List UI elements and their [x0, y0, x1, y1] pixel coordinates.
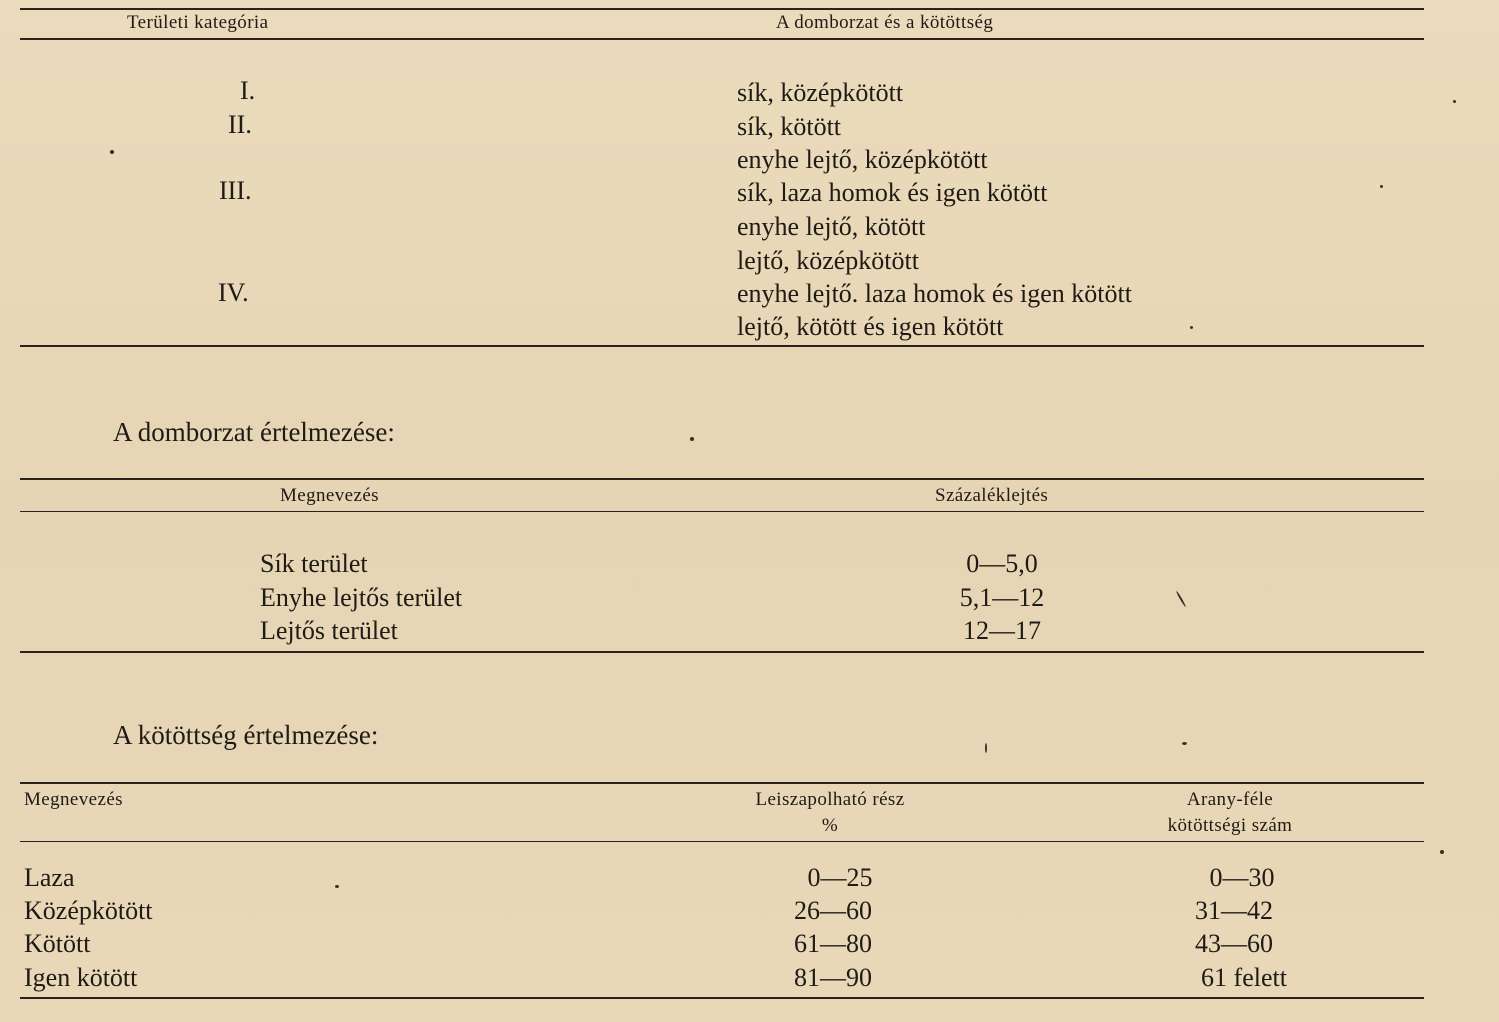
- table3-row-number: 31—42: [1195, 896, 1273, 925]
- table1-row-description: lejtő, középkötött: [737, 246, 919, 275]
- table1-row-description: enyhe lejtő, kötött: [737, 212, 926, 241]
- table3-row-name: Igen kötött: [24, 963, 138, 992]
- table1-row-description: sík, középkötött: [737, 78, 904, 107]
- table3-row-part: 61—80: [794, 929, 872, 958]
- table1-row-description: enyhe lejtő. laza homok és igen kötött: [737, 279, 1132, 308]
- table1-row-category: IV.: [218, 278, 249, 307]
- bind-section-title: A kötöttség értelmezése:: [113, 720, 379, 750]
- relief-section-title: A domborzat értelmezése:: [113, 417, 395, 447]
- table3-bottom-rule: [20, 997, 1424, 999]
- table3-header-number-line2: kötöttségi szám: [1167, 815, 1293, 836]
- table3-header-number: Arany-féle: [1186, 789, 1274, 810]
- table2-top-rule: [20, 478, 1424, 480]
- table2-header-slope: Százaléklejtés: [935, 485, 1049, 506]
- table1-row-category: I.: [240, 76, 256, 105]
- table3-row-part: 81—90: [794, 963, 872, 992]
- table3-row-part: 0—25: [807, 863, 873, 892]
- table1-row-category: III.: [219, 176, 252, 205]
- table2-row-value: 5,1—12: [959, 583, 1045, 612]
- table3-row-part: 26—60: [794, 896, 872, 925]
- table2-header-rule: [20, 511, 1424, 512]
- table3-row-name: Kötött: [24, 929, 91, 958]
- table1-header-description: A domborzat és a kötöttség: [776, 12, 994, 33]
- table3-header-part: Leiszapolható rész: [755, 789, 905, 810]
- table3-top-rule: [20, 782, 1424, 784]
- table1-header-category: Területi kategória: [127, 12, 269, 33]
- table3-row-name: Laza: [24, 863, 75, 892]
- table3-row-name: Középkötött: [24, 896, 153, 925]
- table2-row-value: 12—17: [963, 616, 1041, 645]
- table2-row-name: Enyhe lejtős terület: [260, 583, 463, 612]
- table1-header-rule: [20, 38, 1424, 40]
- table3-row-number: 61 felett: [1201, 963, 1287, 992]
- table1-row-description: sík, kötött: [737, 112, 842, 141]
- table2-row-name: Sík terület: [260, 549, 368, 578]
- table1-bottom-rule: [20, 345, 1424, 347]
- table2-row-name: Lejtős terület: [260, 616, 398, 645]
- table1-row-description: enyhe lejtő, középkötött: [737, 145, 988, 174]
- table3-row-number: 0—30: [1209, 863, 1275, 892]
- table1-top-rule: [20, 8, 1424, 10]
- table3-header-part-unit: %: [821, 815, 839, 836]
- table3-header-rule: [20, 841, 1424, 842]
- table3-header-name: Megnevezés: [24, 789, 123, 810]
- table2-header-name: Megnevezés: [280, 485, 379, 506]
- table2-row-value: 0—5,0: [966, 549, 1038, 578]
- table1-row-category: II.: [228, 110, 252, 139]
- table1-row-description: lejtő, kötött és igen kötött: [737, 312, 1004, 341]
- table1-row-description: sík, laza homok és igen kötött: [737, 178, 1048, 207]
- table2-bottom-rule: [20, 651, 1424, 653]
- table3-row-number: 43—60: [1195, 929, 1273, 958]
